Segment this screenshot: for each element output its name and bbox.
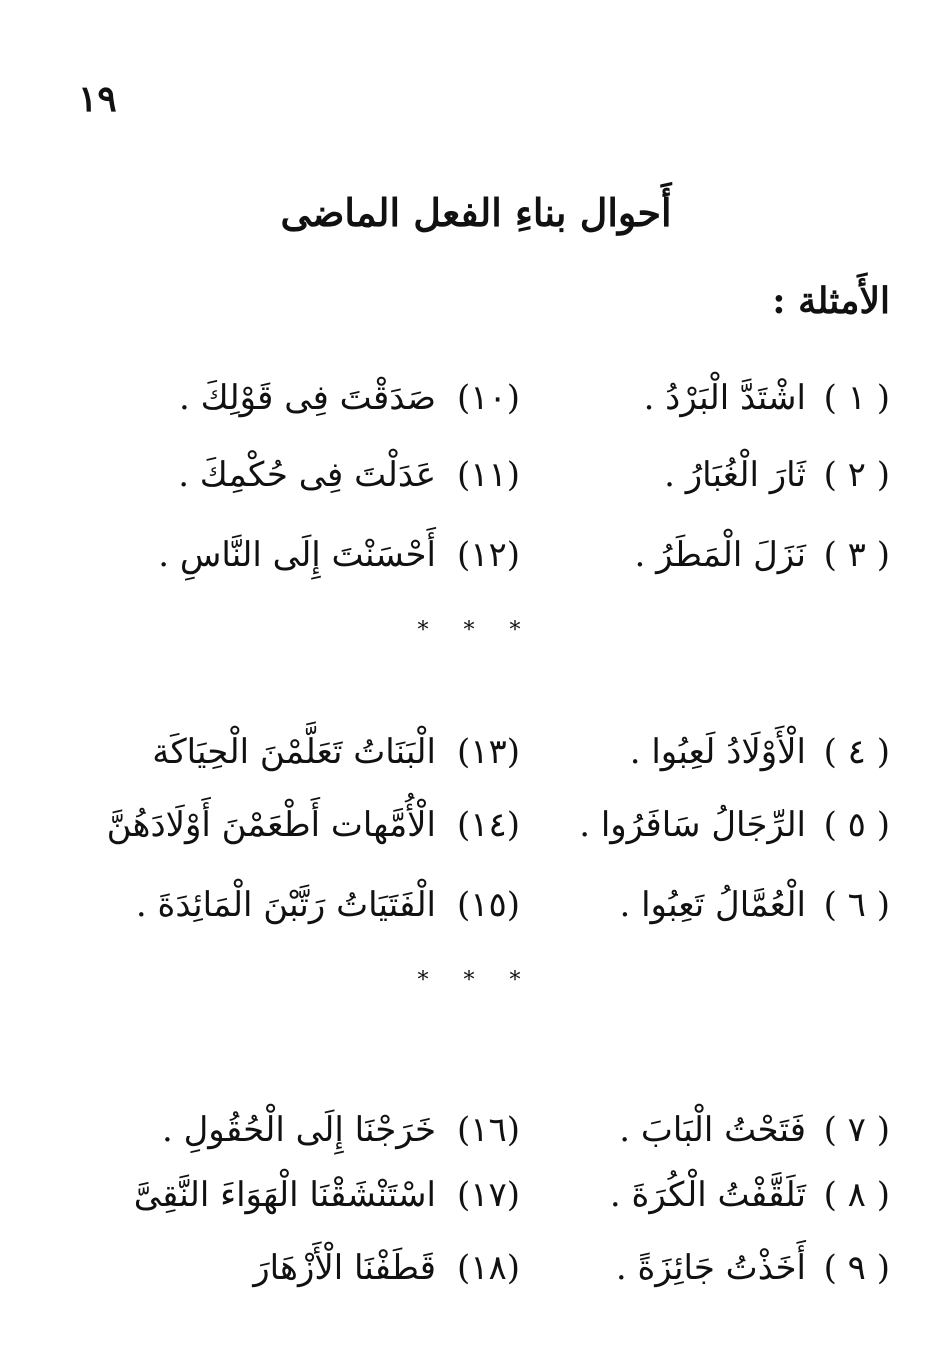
example-item	[560, 805, 890, 845]
example-text: ثَارَ الْغُبَارُ .	[664, 455, 806, 495]
example-item	[100, 455, 520, 495]
example-text: فَتَحْتُ الْبَابَ .	[619, 1110, 806, 1150]
example-number: (١٦)	[456, 1110, 520, 1150]
example-number: ( ٣ )	[823, 535, 890, 575]
example-text: أَخَذْتُ جَائِزَةً .	[615, 1248, 806, 1288]
example-item	[560, 885, 890, 925]
example-text: الْعُمَّالُ تَعِبُوا .	[619, 885, 806, 925]
example-number: ( ٥ )	[823, 805, 890, 845]
example-text: أَحْسَنْتَ إِلَى النَّاسِ .	[158, 535, 436, 575]
example-item	[560, 455, 890, 495]
separator: * * *	[417, 618, 535, 643]
example-text: الْأُمَّهات أَطْعَمْنَ أَوْلَادَهُنَّ	[106, 805, 436, 845]
page-title: أَحوال بناءِ الفعل الماضى	[280, 190, 672, 235]
example-row	[0, 732, 952, 792]
example-item	[560, 1248, 890, 1288]
example-item	[100, 805, 520, 845]
example-text: تَلَقَّفْتُ الْكُرَةَ .	[609, 1175, 806, 1215]
example-number: (١٣)	[456, 732, 520, 772]
example-item	[560, 732, 890, 772]
example-row	[0, 1110, 952, 1170]
example-row	[0, 805, 952, 865]
example-item	[100, 732, 520, 772]
example-item	[560, 1175, 890, 1215]
example-text: خَرَجْنَا إِلَى الْحُقُولِ .	[161, 1110, 436, 1150]
example-row	[0, 455, 952, 515]
example-item	[560, 535, 890, 575]
example-item	[100, 1248, 520, 1288]
example-number: ( ٧ )	[823, 1110, 890, 1150]
example-text: اسْتَنْشَقْنَا الْهَوَاءَ النَّقِىَّ	[133, 1175, 436, 1215]
example-number: ( ٢ )	[823, 455, 890, 495]
separator: * * *	[417, 968, 535, 993]
example-number: (١٥)	[456, 885, 520, 925]
example-number: ( ٦ )	[823, 885, 890, 925]
example-text: نَزَلَ الْمَطَرُ .	[634, 535, 806, 575]
example-item	[560, 378, 890, 418]
example-item	[100, 1110, 520, 1150]
example-number: ( ٤ )	[823, 732, 890, 772]
example-number: ( ٨ )	[823, 1175, 890, 1215]
example-row	[0, 1175, 952, 1235]
example-item	[100, 378, 520, 418]
examples-label: الأَمثلة :	[772, 280, 890, 322]
example-row	[0, 1248, 952, 1308]
example-number: (١٤)	[456, 805, 520, 845]
example-text: اشْتَدَّ الْبَرْدُ .	[643, 378, 806, 418]
example-item	[100, 535, 520, 575]
page-number: ١٩	[78, 78, 117, 120]
example-row	[0, 535, 952, 595]
example-item	[100, 885, 520, 925]
example-text: الْفَتَيَاتُ رَتَّبْنَ الْمَائِدَةَ .	[135, 885, 436, 925]
example-text: الْأَوْلَادُ لَعِبُوا .	[629, 732, 806, 772]
example-text: الْبَنَاتُ تَعَلَّمْنَ الْحِيَاكَة	[152, 732, 436, 772]
example-row	[0, 885, 952, 945]
example-item	[100, 1175, 520, 1215]
example-number: ( ١ )	[823, 378, 890, 418]
example-text: صَدَقْتَ فِى قَوْلِكَ .	[178, 378, 436, 418]
example-number: (١٧)	[456, 1175, 520, 1215]
example-number: (١٨)	[456, 1248, 520, 1288]
example-number: ( ٩ )	[823, 1248, 890, 1288]
example-text: عَدَلْتَ فِى حُكْمِكَ .	[178, 455, 436, 495]
example-number: (١١)	[456, 455, 520, 495]
example-number: (١٢)	[456, 535, 520, 575]
example-number: (١٠)	[456, 378, 520, 418]
example-text: قَطَفْنَا الْأَزْهَارَ	[253, 1248, 436, 1288]
example-text: الرِّجَالُ سَافَرُوا .	[579, 805, 806, 845]
example-row	[0, 378, 952, 438]
example-item	[560, 1110, 890, 1150]
